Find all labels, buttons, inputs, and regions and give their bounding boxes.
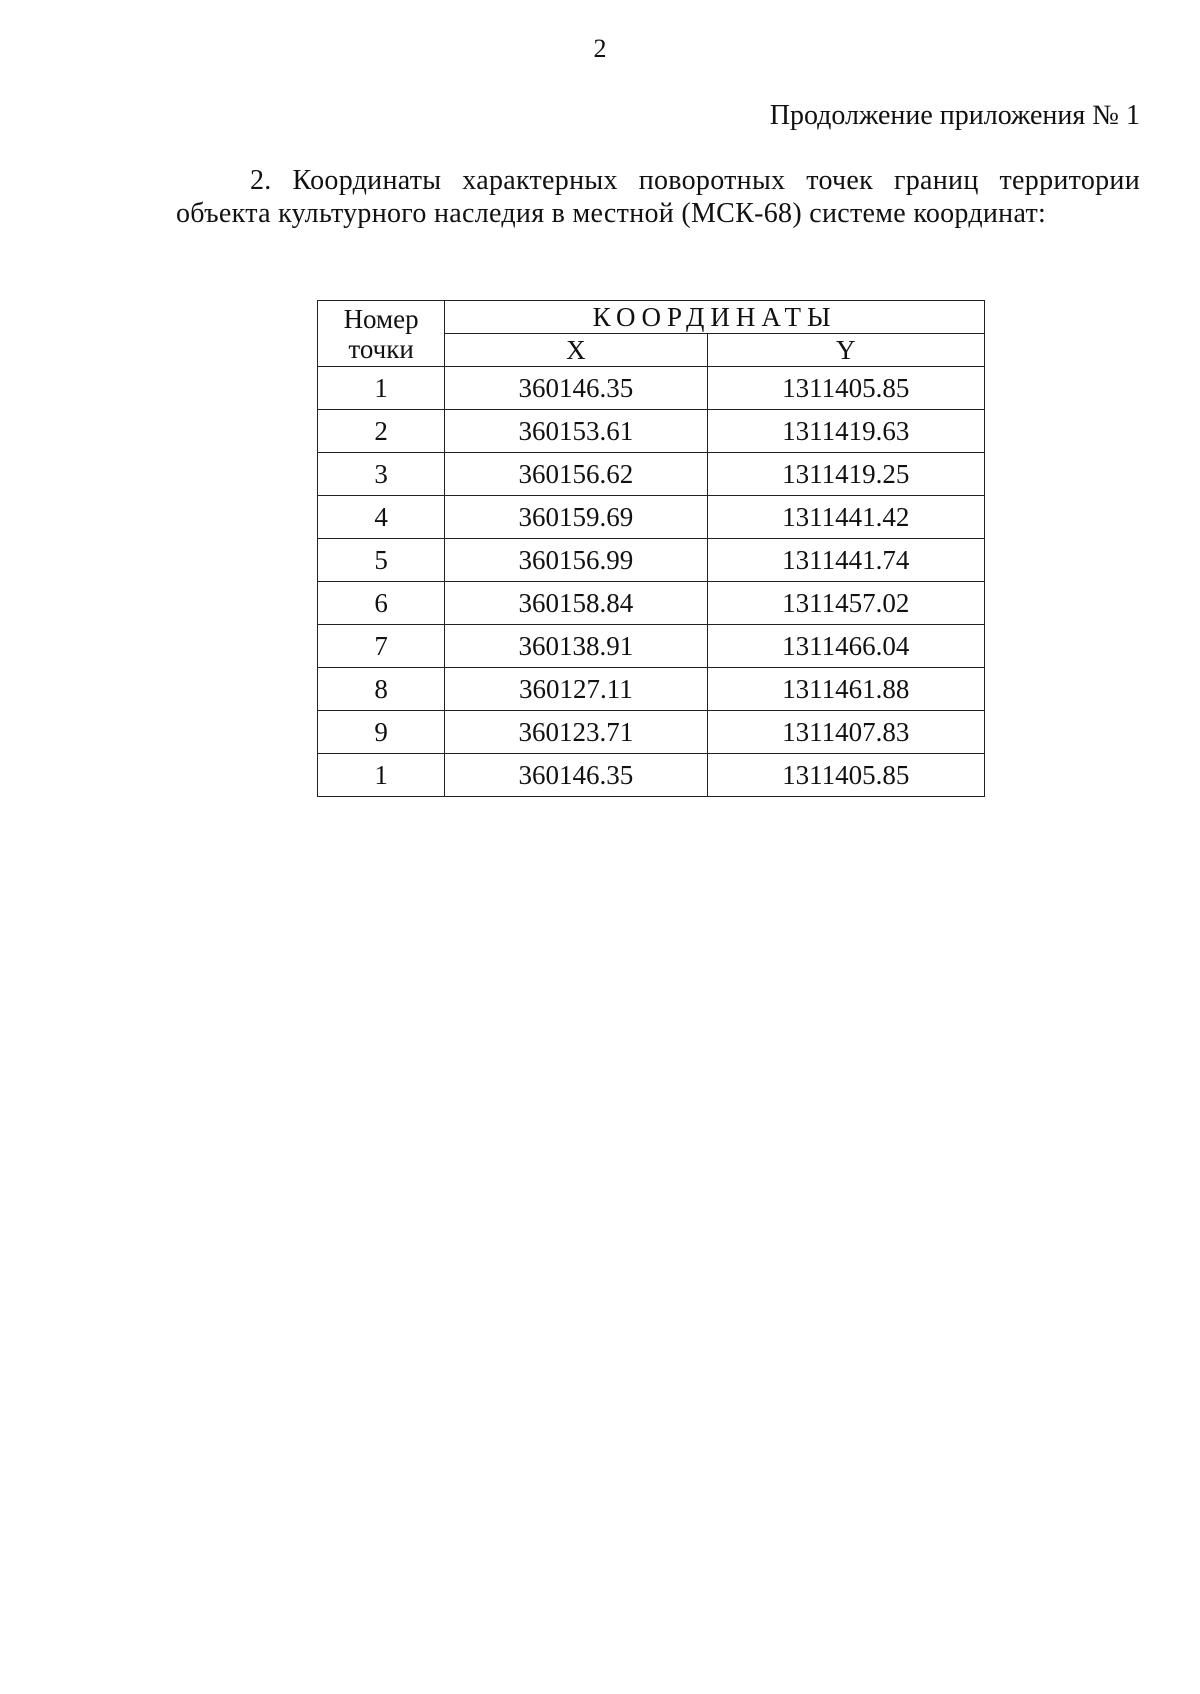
table-row [318, 625, 985, 668]
x-cell: 360156.99 [445, 539, 707, 582]
point-number-cell: 4 [318, 496, 445, 539]
page-number: 2 [593, 34, 607, 63]
point-number-cell: 1 [318, 754, 445, 797]
y-cell: 1311407.83 [707, 711, 984, 754]
y-cell: 1311405.85 [707, 754, 984, 797]
x-cell: 360127.11 [445, 668, 707, 711]
table-row [318, 539, 985, 582]
coordinates-table [317, 300, 985, 797]
x-cell: 360153.61 [445, 410, 707, 453]
point-number-cell: 5 [318, 539, 445, 582]
point-header-line1: Номер [343, 303, 419, 334]
point-number-cell: 3 [318, 453, 445, 496]
y-cell: 1311441.42 [707, 496, 984, 539]
table-row [318, 711, 985, 754]
point-number-cell: 6 [318, 582, 445, 625]
x-column-header: X [445, 334, 707, 367]
table-row [318, 754, 985, 797]
table-row [318, 410, 985, 453]
y-cell: 1311441.74 [707, 539, 984, 582]
table-header-row [318, 301, 985, 334]
y-column-header: Y [707, 334, 984, 367]
table-row [318, 496, 985, 539]
y-cell: 1311466.04 [707, 625, 984, 668]
y-cell: 1311405.85 [707, 367, 984, 410]
table-row [318, 367, 985, 410]
x-cell: 360159.69 [445, 496, 707, 539]
y-cell: 1311461.88 [707, 668, 984, 711]
point-number-cell: 1 [318, 367, 445, 410]
y-cell: 1311419.63 [707, 410, 984, 453]
point-number-cell: 8 [318, 668, 445, 711]
table-row [318, 668, 985, 711]
x-cell: 360146.35 [445, 367, 707, 410]
x-cell: 360146.35 [445, 754, 707, 797]
coordinates-paragraph [176, 164, 1140, 230]
point-number-header [318, 301, 445, 367]
point-number-cell: 7 [318, 625, 445, 668]
coordinates-group-header: КООРДИНАТЫ [445, 301, 985, 334]
point-header-line2: точки [348, 333, 414, 364]
y-cell: 1311457.02 [707, 582, 984, 625]
y-cell: 1311419.25 [707, 453, 984, 496]
point-number-cell: 2 [318, 410, 445, 453]
table-row [318, 582, 985, 625]
appendix-label: Продолжение приложения № 1 [769, 100, 1140, 131]
x-cell: 360123.71 [445, 711, 707, 754]
x-cell: 360156.62 [445, 453, 707, 496]
table-row [318, 453, 985, 496]
paragraph-text: 2. Координаты характерных поворотных точек границ территории объекта культурного наследия в местной (МСК-68) системе координат: [176, 165, 1140, 229]
x-cell: 360158.84 [445, 582, 707, 625]
point-number-cell: 9 [318, 711, 445, 754]
x-cell: 360138.91 [445, 625, 707, 668]
